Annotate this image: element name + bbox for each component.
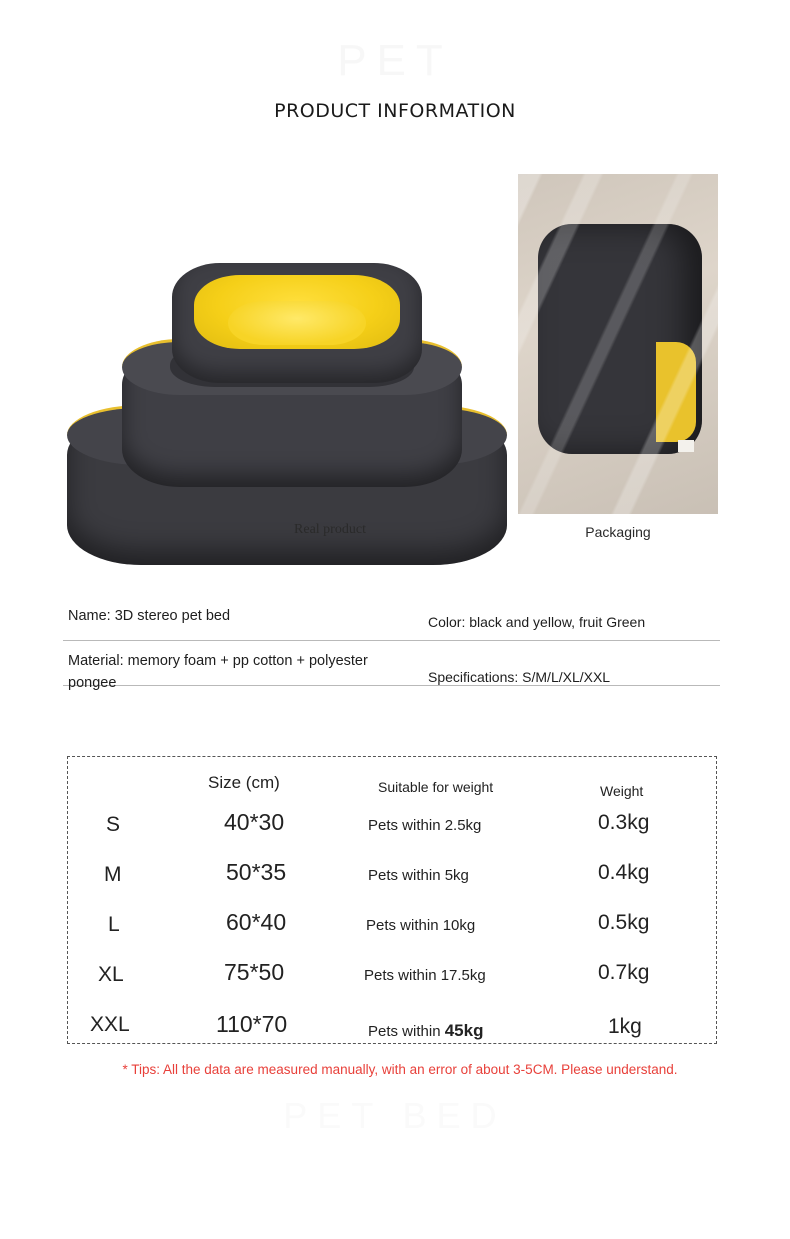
plastic-wrap-sheen (518, 174, 718, 514)
table-row (68, 809, 716, 856)
tips-note: * Tips: All the data are measured manually, with an error of about 3-5CM. Please understand. (122, 1062, 678, 1077)
packaging-caption: Packaging (585, 524, 651, 540)
spec-color: Color: black and yellow, fruit Green (428, 614, 646, 630)
cell-weight: 0.7kg (598, 961, 650, 984)
cell-weight: 0.4kg (598, 861, 650, 884)
packaging-image (518, 174, 718, 514)
cell-weight: 0.5kg (598, 911, 650, 934)
cell-size: XL (98, 963, 124, 986)
cell-weight: 1kg (608, 1015, 642, 1038)
cell-suitable-weight-prefix: Pets within (368, 1023, 445, 1040)
size-table-header (68, 757, 716, 809)
header-suitable-weight: Suitable for weight (378, 779, 494, 795)
cell-size: L (108, 913, 120, 936)
spec-sizes: Specifications: S/M/L/XL/XXL (428, 669, 611, 685)
spec-row (63, 596, 720, 641)
cell-size: M (104, 863, 122, 886)
cell-dimension: 110*70 (216, 1011, 288, 1037)
cell-suitable-weight (368, 1021, 483, 1041)
cell-dimension: 50*35 (226, 859, 287, 885)
cell-weight: 0.3kg (598, 811, 650, 834)
spec-material: Material: memory foam + pp cotton + polyester pongee (68, 653, 368, 691)
spec-name: Name: 3D stereo pet bed (68, 608, 231, 624)
size-table (67, 756, 717, 1044)
cell-suitable-weight: Pets within 5kg (368, 867, 469, 884)
cell-suitable-weight-value: 45kg (444, 1021, 484, 1040)
cell-suitable-weight: Pets within 2.5kg (368, 817, 482, 834)
cell-suitable-weight: Pets within 17.5kg (364, 967, 486, 984)
product-photos (0, 160, 790, 560)
cell-dimension: 40*30 (224, 809, 285, 835)
watermark-bottom: PET BED (283, 1095, 507, 1136)
page-title: PRODUCT INFORMATION (274, 100, 516, 122)
real-product-caption: Real product (294, 522, 366, 537)
table-row (68, 953, 716, 1000)
cell-dimension: 60*40 (226, 909, 287, 935)
cell-suitable-weight: Pets within 10kg (366, 917, 476, 934)
table-row (68, 857, 716, 904)
header-size: Size (cm) (208, 773, 280, 792)
bed-small-cushion (194, 275, 400, 349)
cell-size: XXL (90, 1013, 130, 1036)
cell-size: S (106, 813, 121, 836)
header-weight: Weight (600, 783, 644, 799)
table-row (68, 905, 716, 952)
specifications-list (63, 596, 720, 691)
watermark-top: PET (337, 36, 453, 85)
spec-row (63, 641, 720, 691)
cell-dimension: 75*50 (224, 959, 285, 985)
table-row (68, 999, 716, 1046)
